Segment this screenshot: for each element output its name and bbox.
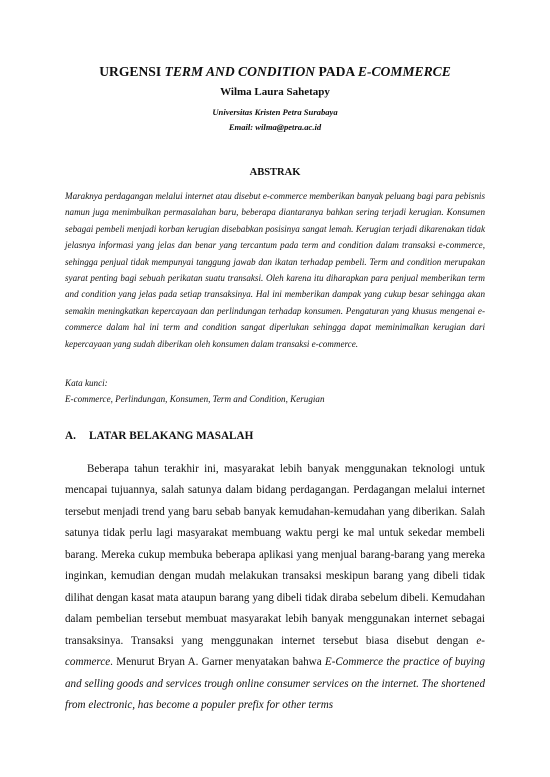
title-text: URGENSI (99, 64, 165, 79)
abstract-heading: ABSTRAK (249, 167, 301, 178)
author-email: Email: wilma@petra.ac.id (228, 122, 322, 132)
keywords-text: E-commerce, Perlindungan, Konsumen, Term and Condition, Kerugian (65, 394, 325, 404)
section-title: LATAR BELAKANG MASALAH (89, 430, 254, 442)
abstract-text: Maraknya perdagangan melalui internet atau disebut e-commerce memberikan banyak peluang bagi para pebisnis namun juga menimbulkan permasalahan baru, beberapa diantaranya bahkan sering terjadi kerugian. Konsumen sebagai pembeli menjadi korban kerugian disebabkan posisinya sangat lemah. Kerugian terjadi dikarenakan tidak jelasnya informasi yang jelas dan benar yang tercantum pada term and condition dalam transaksi e-commerce, sehingga penjual tidak mempunyai tanggung jawab dan ikatan terhadap pembeli. Term and condition merupakan syarat penting bagi sebuah perikatan suatu transaksi. Oleh karena itu diharapkan para penjual memberikan term and condition yang jelas pada setiap transaksinya. Hal ini memberikan dampak yang cukup besar sehingga akan semakin meningkatkan kepercayaan dan perlindungan terhadap konsumen. Pengaturan yang khusus mengenai e-commerce dalam hal ini term and condition sangat diperlukan sehingga dapat meminimalkan kerugian dari kepercayaan yang sudah diberikan oleh konsumen dalam transaksi e-commerce. (65, 191, 485, 349)
author-name: Wilma Laura Sahetapy (220, 86, 330, 98)
paper-title (0, 64, 550, 80)
paragraph-text: Beberapa tahun terakhir ini, masyarakat lebih banyak menggunakan teknologi untuk mencapai tujuannya, salah satunya dalam bidang perdagangan. Perdagangan melalui internet tersebut menjadi trend yang baru sebab banyak kemudahan-kemudahan yang diberikan. Salah satunya tidak perlu lagi masyarakat membuang waktu pergi ke mal untuk sekedar membeli barang. Mereka cukup membuka beberapa aplikasi yang menjual barang-barang yang mereka inginkan, kemudian dengan mudah melakukan transaksi meskipun barang yang dibeli tidak dilihat dengan kasat mata ataupun barang yang dibeli tidak diraba sebelum dibeli. Kemudahan dalam pembelian tersebut membuat masyarakat lebih banyak menggunakan internet sebagai transaksinya. Transaksi yang menggunakan internet tersebut biasa disebut dengan (65, 463, 485, 647)
title-term-and-condition: TERM AND CONDITION (164, 64, 316, 79)
author-affiliation: Universitas Kristen Petra Surabaya (212, 107, 338, 117)
section-heading (65, 430, 253, 442)
paragraph-text-citation: . Menurut Bryan A. Garner menyatakan bahwa (110, 656, 325, 669)
paragraph-term-e-commerce: e-commerce (65, 634, 485, 669)
paragraph-quote: E-Commerce the practice of buying and selling goods and services trough online consumer services on the internet. The shortened from electronic, has become a populer prefix for other terms (65, 656, 485, 711)
section-number: A. (65, 430, 76, 442)
keywords-label: Kata kunci: (65, 378, 108, 388)
title-text-pada: PADA (315, 64, 358, 79)
section-paragraph (65, 459, 485, 716)
title-e-commerce: E-COMMERCE (357, 64, 451, 79)
